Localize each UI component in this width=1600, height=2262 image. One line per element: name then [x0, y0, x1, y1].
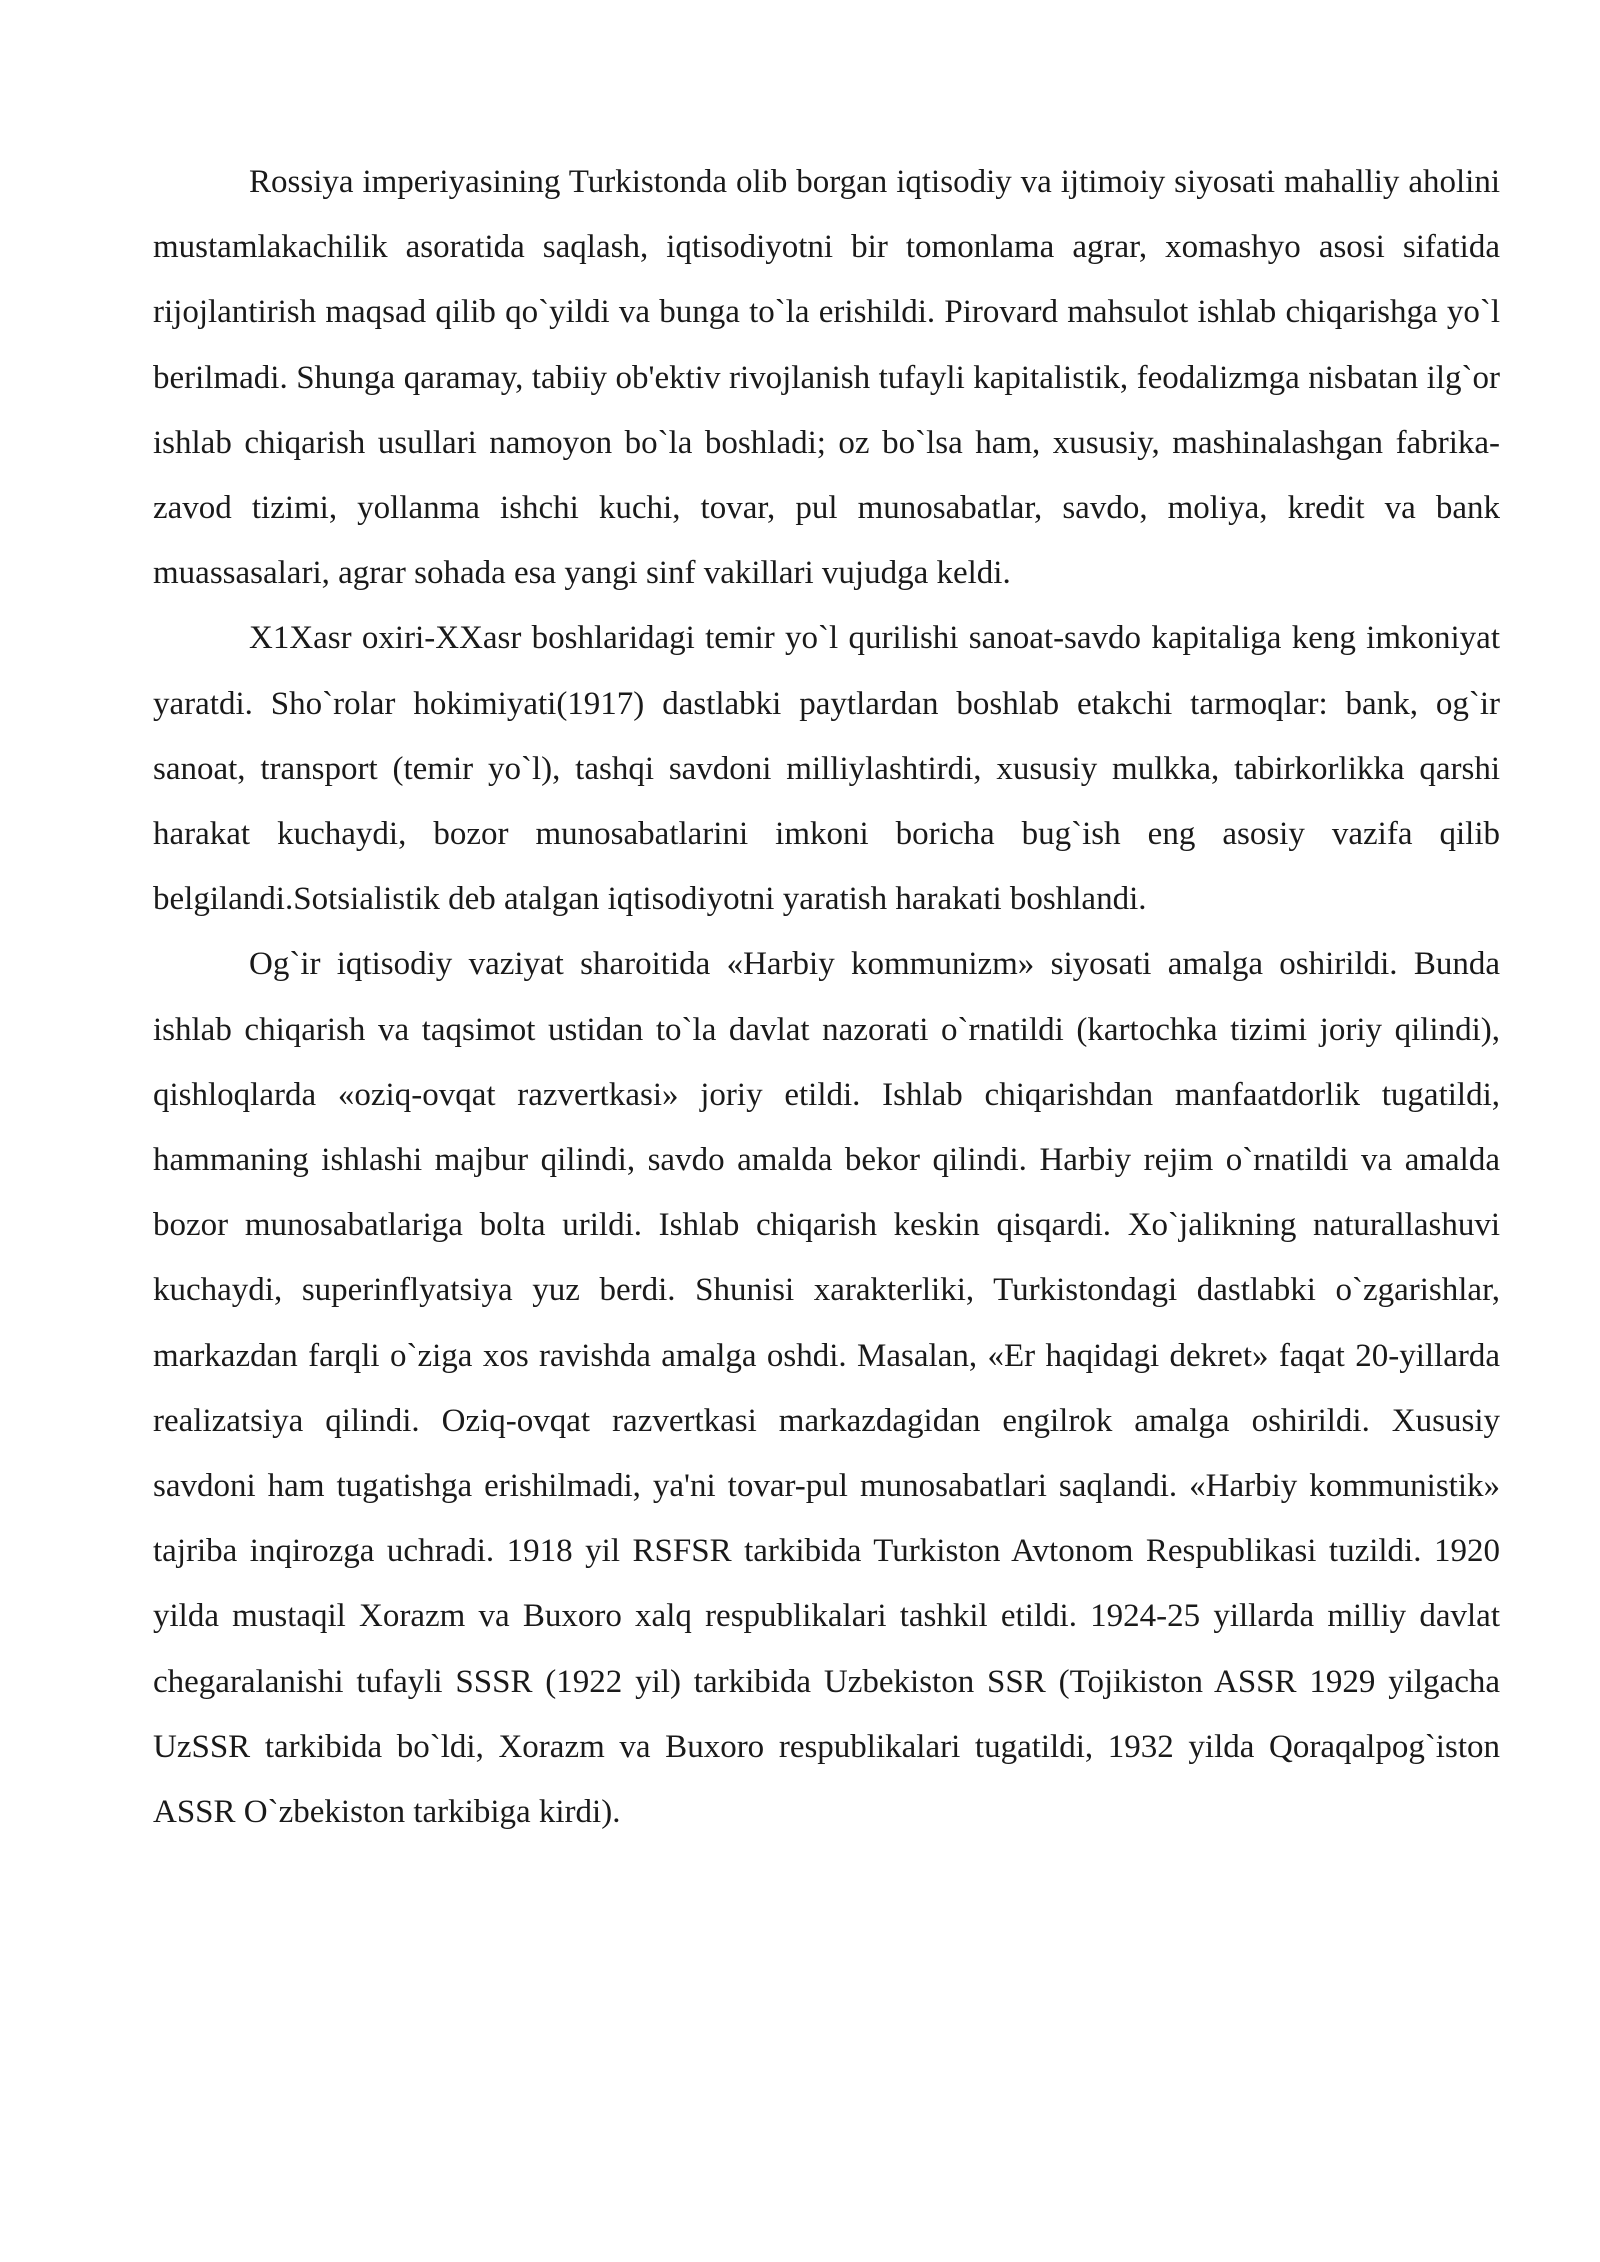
paragraph-russian-empire-policy: Rossiya imperiyasining Turkistonda olib borgan iqtisodiy va ijtimoiy siyosati mahalliy aholini mustamlakachilik asoratida saqlash, iqtisodiyotni bir tomonlama agrar, xomashyo asosi sifatida rijojlantirish maqsad qilib qo`yildi va bunga to`la erishildi. Pirovard mahsulot ishlab chiqarishga yo`l berilmadi. Shunga qaramay, tabiiy ob'ektiv rivojlanish tufayli kapitalistik, feodalizmga nisbatan ilg`or ishlab chiqarish usullari namoyon bo`la boshladi; oz bo`lsa ham, xususiy, mashinalashgan fabrika-zavod tizimi, yollanma ishchi kuchi, tovar, pul munosabatlar, savdo, moliya, kredit va bank muassasalari, agrar sohada esa yangi sinf vakillari vujudga keldi.: [153, 164, 1500, 592]
paragraph-railway-and-soviet-power: X1Xasr oxiri-XXasr boshlaridagi temir yo`l qurilishi sanoat-savdo kapitaliga keng imkoniyat yaratdi. Sho`rolar hokimiyati(1917) dastlabki paytlardan boshlab etakchi tarmoqlar: bank, og`ir sanoat, transport (temir yo`l), tashqi savdoni milliylashtirdi, xususiy mulkka, tabirkorlikka qarshi harakat kuchaydi, bozor munosabatlarini imkoni boricha bug`ish eng asosiy vazifa qilib belgilandi.Sotsialistik deb atalgan iqtisodiyotni yaratish harakati boshlandi.: [153, 620, 1500, 918]
document-body: [153, 150, 1500, 1845]
paragraph-war-communism: Og`ir iqtisodiy vaziyat sharoitida «Harbiy kommunizm» siyosati amalga oshirildi. Bunda ishlab chiqarish va taqsimot ustidan to`la davlat nazorati o`rnatildi (kartochka tizimi joriy qilindi), qishloqlarda «oziq-ovqat razvertkasi» joriy etildi. Ishlab chiqarishdan manfaatdorlik tugatildi, hammaning ishlashi majbur qilindi, savdo amalda bekor qilindi. Harbiy rejim o`rnatildi va amalda bozor munosabatlariga bolta urildi. Ishlab chiqarish keskin qisqardi. Xo`jalikning naturallashuvi kuchaydi, superinflyatsiya yuz berdi. Shunisi xarakterliki, Turkistondagi dastlabki o`zgarishlar, markazdan farqli o`ziga xos ravishda amalga oshdi. Masalan, «Er haqidagi dekret» faqat 20-yillarda realizatsiya qilindi. Oziq-ovqat razvertkasi markazdagidan engilrok amalga oshirildi. Xususiy savdoni ham tugatishga erishilmadi, ya'ni tovar-pul munosabatlari saqlandi. «Harbiy kommunistik» tajriba inqirozga uchradi. 1918 yil RSFSR tarkibida Turkiston Avtonom Respublikasi tuzildi. 1920 yilda mustaqil Xorazm va Buxoro xalq respublikalari tashkil etildi. 1924-25 yillarda milliy davlat chegaralanishi tufayli SSSR (1922 yil) tarkibida Uzbekiston SSR (Tojikiston ASSR 1929 yilgacha UzSSR tarkibida bo`ldi, Xorazm va Buxoro respublikalari tugatildi, 1932 yilda Qoraqalpog`iston ASSR O`zbekiston tarkibiga kirdi).: [153, 946, 1500, 1831]
